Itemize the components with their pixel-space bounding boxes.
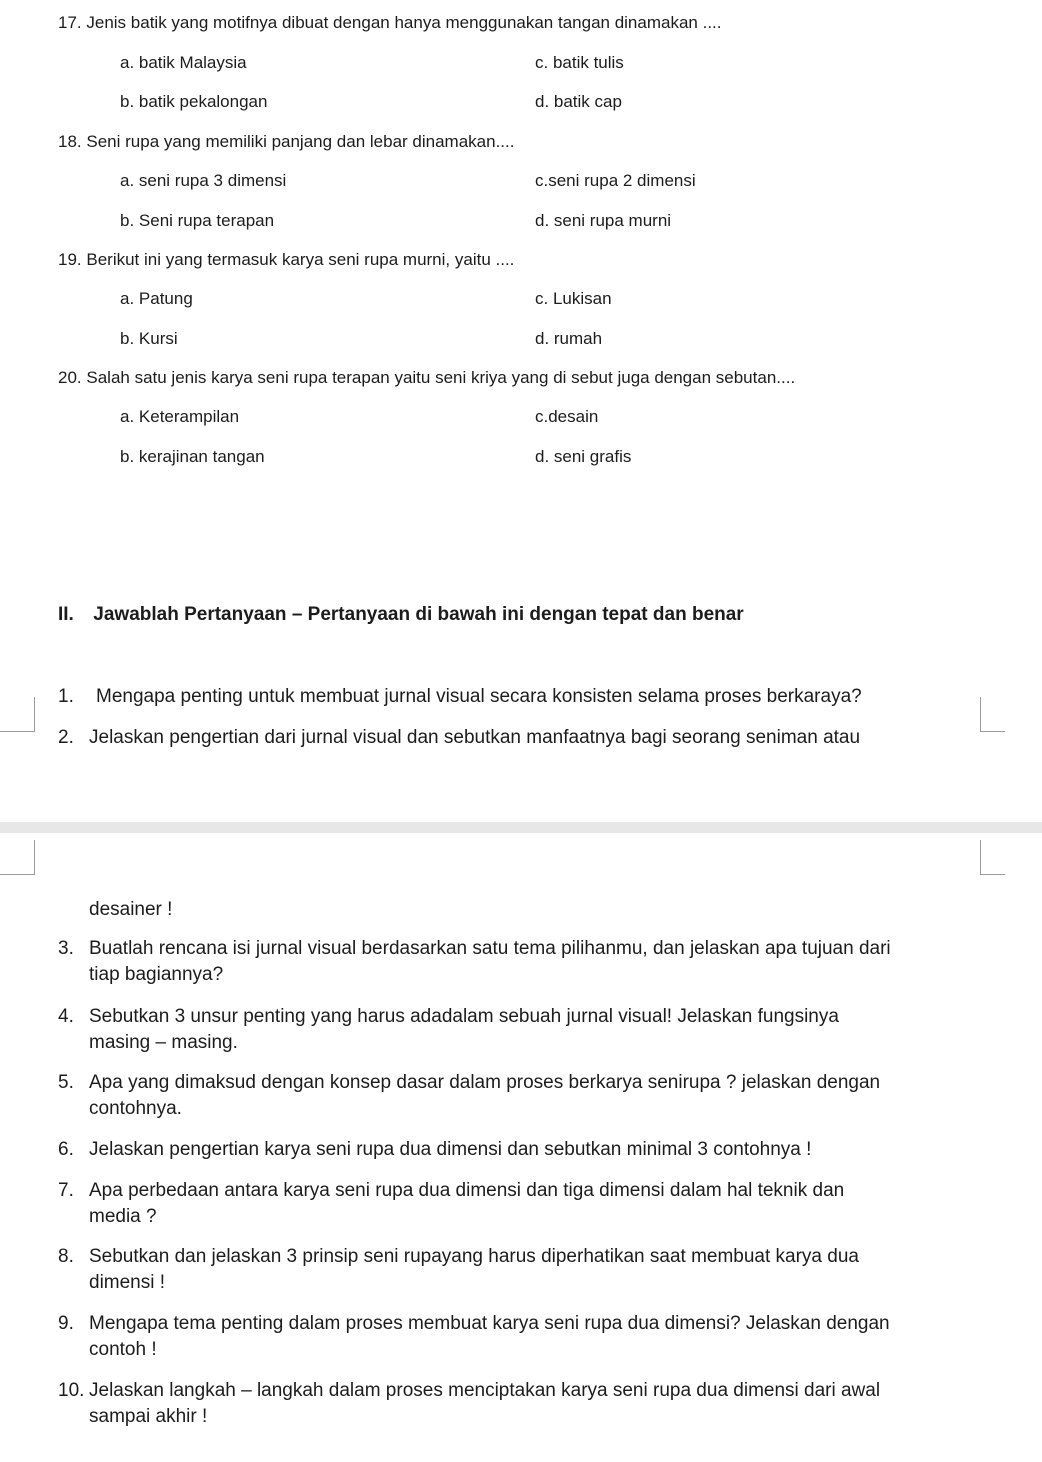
essay-text: Mengapa penting untuk membuat jurnal visual secara konsisten selama proses berkaraya? (96, 686, 862, 707)
section-number: II. (58, 604, 74, 625)
question-19 (58, 250, 514, 270)
essay-text: Jelaskan pengertian karya seni rupa dua dimensi dan sebutkan minimal 3 contohnya ! (89, 1139, 812, 1160)
question-18 (58, 132, 514, 152)
question-number: 20. (58, 368, 82, 387)
option-a: a. seni rupa 3 dimensi (120, 171, 287, 190)
option-c: c. Lukisan (535, 289, 612, 308)
option-d: d. rumah (535, 329, 603, 348)
option-d: d. batik cap (535, 92, 622, 111)
question-20 (58, 368, 795, 388)
question-17 (58, 13, 721, 33)
essay-text-continued: contoh ! (89, 1339, 157, 1360)
question-number: 19. (58, 250, 82, 269)
essay-number: 9. (58, 1313, 74, 1334)
option-b: b. batik pekalongan (120, 92, 268, 111)
essay-text: Apa yang dimaksud dengan konsep dasar dalam proses berkarya senirupa ? jelaskan dengan (89, 1072, 881, 1093)
essay-text: Buatlah rencana isi jurnal visual berdasarkan satu tema pilihanmu, dan jelaskan apa tujuan dari (89, 938, 891, 959)
page-corner-mark (980, 697, 1005, 732)
essay-number: 2. (58, 727, 74, 748)
essay-number: 8. (58, 1246, 74, 1267)
section-heading (58, 604, 744, 626)
question-text: Seni rupa yang memiliki panjang dan lebar dinamakan.... (86, 132, 515, 151)
essay-text-continued: dimensi ! (89, 1272, 166, 1293)
essay-number: 5. (58, 1072, 74, 1093)
option-d: d. seni rupa murni (535, 211, 672, 230)
page-corner-mark (980, 840, 1005, 875)
essay-text-continued: media ? (89, 1206, 157, 1227)
essay-number: 7. (58, 1180, 74, 1201)
page-break (0, 822, 1042, 833)
essay-text: Apa perbedaan antara karya seni rupa dua dimensi dan tiga dimensi dalam hal teknik dan (89, 1180, 845, 1201)
option-a: a. Keterampilan (120, 407, 240, 426)
essay-text: Mengapa tema penting dalam proses membuat karya seni rupa dua dimensi? Jelaskan dengan (89, 1313, 890, 1334)
page-corner-mark (0, 840, 35, 875)
option-a: a. batik Malaysia (120, 53, 247, 72)
question-text: Berikut ini yang termasuk karya seni rupa murni, yaitu .... (86, 250, 515, 269)
essay-number: 1. (58, 686, 74, 707)
option-b: b. kerajinan tangan (120, 447, 265, 466)
option-b: b. Seni rupa terapan (120, 211, 275, 230)
option-b: b. Kursi (120, 329, 178, 348)
option-c: c.seni rupa 2 dimensi (535, 171, 696, 190)
option-c: c. batik tulis (535, 53, 624, 72)
essay-text-continued: tiap bagiannya? (89, 964, 224, 985)
option-c: c.desain (535, 407, 599, 426)
essay-number: 3. (58, 938, 74, 959)
essay-number: 6. (58, 1139, 74, 1160)
page-corner-mark (0, 697, 35, 732)
essay-text: Jelaskan langkah – langkah dalam proses menciptakan karya seni rupa dua dimensi dari awal (89, 1380, 881, 1401)
essay-text: Jelaskan pengertian dari jurnal visual dan sebutkan manfaatnya bagi seorang seniman atau (89, 727, 861, 748)
question-number: 18. (58, 132, 82, 151)
section-title-text: Jawablah Pertanyaan – Pertanyaan di bawah ini dengan tepat dan benar (93, 604, 744, 625)
essay-number: 10. (58, 1380, 85, 1401)
essay-text: Sebutkan dan jelaskan 3 prinsip seni rupayang harus diperhatikan saat membuat karya dua (89, 1246, 859, 1267)
option-d: d. seni grafis (535, 447, 632, 466)
essay-text: Sebutkan 3 unsur penting yang harus adadalam sebuah jurnal visual! Jelaskan fungsinya (89, 1006, 839, 1027)
essay-text-continued: desainer ! (89, 899, 173, 920)
essay-number: 4. (58, 1006, 74, 1027)
essay-text-continued: masing – masing. (89, 1032, 238, 1053)
essay-text-continued: contohnya. (89, 1098, 182, 1119)
question-text: Jenis batik yang motifnya dibuat dengan hanya menggunakan tangan dinamakan .... (86, 13, 722, 32)
option-a: a. Patung (120, 289, 193, 308)
question-text: Salah satu jenis karya seni rupa terapan yaitu seni kriya yang di sebut juga dengan sebutan.... (86, 368, 796, 387)
essay-text-continued: sampai akhir ! (89, 1406, 208, 1427)
question-number: 17. (58, 13, 82, 32)
